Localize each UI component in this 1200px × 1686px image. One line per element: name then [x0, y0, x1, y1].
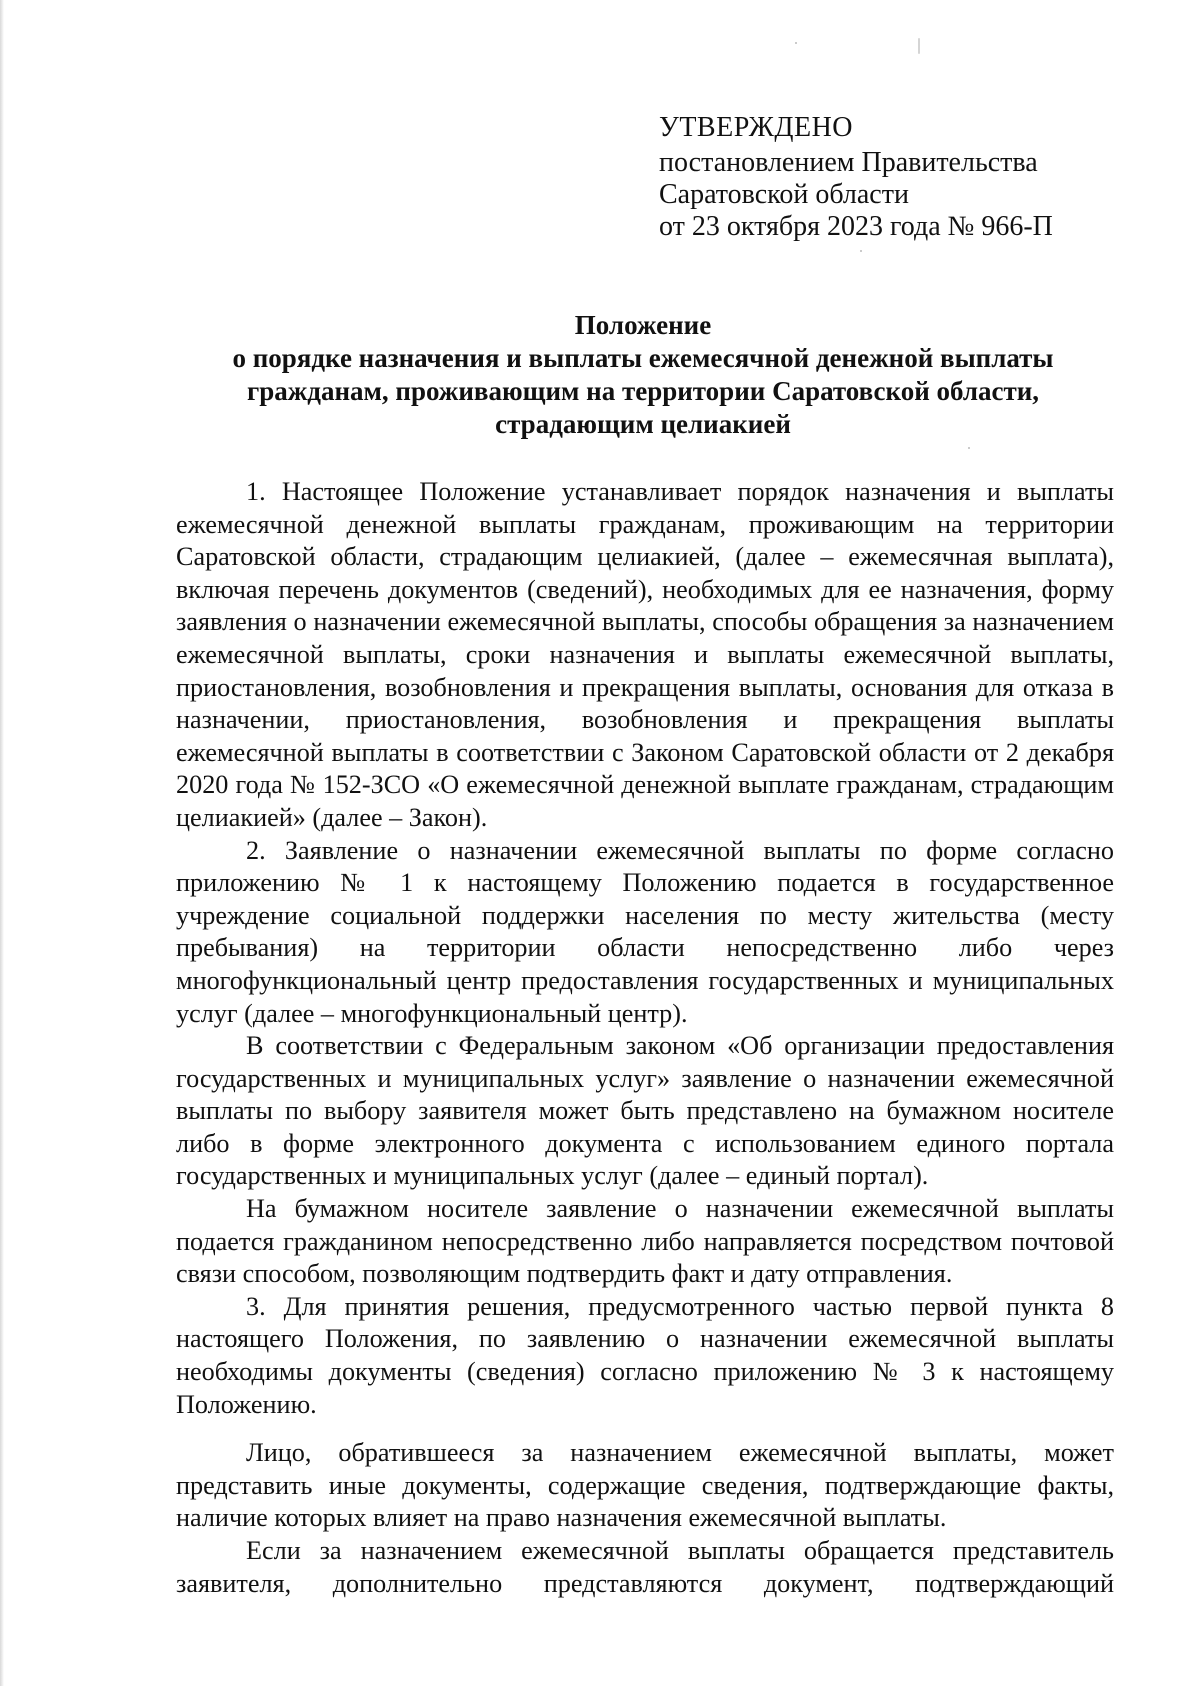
- approval-title: УТВЕРЖДЕНО: [659, 112, 854, 143]
- approval-line: от 23 октября 2023 года № 966-П: [659, 211, 1053, 242]
- scan-speck: [918, 38, 920, 54]
- paragraph-3-other-documents: Лицо, обратившееся за назначением ежемесячной выплаты, может представить иные документы, содержащие сведения, подтверждающие факты, наличие которых влияет на право назначения ежемесячной выплаты.: [176, 1438, 1114, 1533]
- scan-speck: [795, 42, 797, 44]
- scan-speck: [860, 250, 862, 252]
- document-title-line: о порядке назначения и выплаты ежемесячной денежной выплаты: [232, 343, 1054, 373]
- scan-speck: [968, 447, 970, 449]
- paragraph-3-representative: Если за назначением ежемесячной выплаты обращается представитель заявителя, дополнительно представляются документ, подтверждающий: [176, 1536, 1114, 1598]
- approval-line: постановлением Правительства: [659, 147, 1038, 178]
- document-title-line: Положение: [574, 310, 712, 340]
- document-title: [140, 309, 1146, 441]
- paragraph-2-paper: На бумажном носителе заявление о назначении ежемесячной выплаты подается гражданином непосредственно либо направляется посредством почтовой связи способом, позволяющим подтвердить факт и дату отправления.: [176, 1194, 1114, 1289]
- paragraph-1: 1. Настоящее Положение устанавливает порядок назначения и выплаты ежемесячной денежной выплаты гражданам, проживающим на территории Саратовской области, страдающим целиакией, (далее – ежемесячная выплата), включая перечень документов (сведений), необходимых для ее назначения, форму заявления о назначении ежемесячной выплаты, способы обращения за назначением ежемесячной выплаты, сроки назначения и выплаты ежемесячной выплаты, приостановления, возобновления и прекращения выплаты, основания для отказа в назначении, приостановления, возобновления и прекращения выплаты ежемесячной выплаты в соответствии с Законом Саратовской области от 2 декабря 2020 года № 152-ЗСО «О ежемесячной денежной выплате гражданам, страдающим целиакией» (далее – Закон).: [176, 477, 1114, 832]
- paragraph-3: 3. Для принятия решения, предусмотренного частью первой пункта 8 настоящего Положения, по заявлению о назначении ежемесячной выплаты необходимы документы (сведения) согласно приложению № 3 к настоящему Положению.: [176, 1291, 1114, 1419]
- approval-line: Саратовской области: [659, 179, 909, 210]
- document-title-line: гражданам, проживающим на территории Саратовской области,: [246, 376, 1040, 406]
- scan-edge-shadow: [0, 0, 4, 1686]
- document-title-line: страдающим целиакией: [495, 409, 791, 439]
- paragraph-2: 2. Заявление о назначении ежемесячной выплаты по форме согласно приложению № 1 к настоящему Положению подается в государственное учреждение социальной поддержки населения по месту жительства (месту пребывания) на территории области непосредственно либо через многофункциональный центр предоставления государственных и муниципальных услуг (далее – многофункциональный центр).: [176, 835, 1114, 1028]
- document-body: [176, 476, 1114, 1600]
- approval-stamp: [659, 112, 1139, 243]
- paragraph-2-federal-law: В соответствии с Федеральным законом «Об организации предоставления государственных и муниципальных услуг» заявление о назначении ежемесячной выплаты по выбору заявителя может быть представлено на бумажном носителе либо в форме электронного документа с использованием единого портала государственных и муниципальных услуг (далее – единый портал).: [176, 1031, 1114, 1191]
